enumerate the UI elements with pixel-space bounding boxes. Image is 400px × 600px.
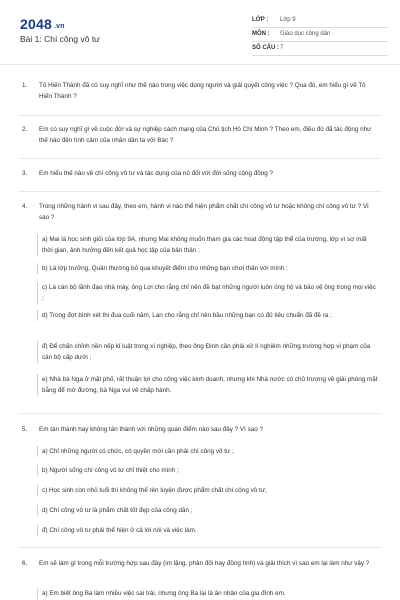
answer-option: c) Học sinh còn nhỏ tuổi thì không thể rèn luyện được phẩm chất chí công vô tư; bbox=[37, 485, 379, 496]
answer-option: a) Chỉ những người có chức, có quyền mới cần phải chí công vô tư ; bbox=[37, 446, 379, 457]
logo-text: 2048 bbox=[20, 16, 52, 32]
question-text: Em có suy nghĩ gì về cuộc đời và sự nghiệp cách mạng của Chủ tịch Hồ Chí Minh ? Theo em, điều đó đã tác động như thế nào đến tình cảm của nhân dân ta với Bác ? bbox=[39, 126, 372, 144]
divider bbox=[18, 115, 382, 116]
answer-option: d) Trong đợt bình xét thi đua cuối năm, Lan cho rằng chỉ nên bầu những bạn có đủ tiêu chuẩn đã đề ra ; bbox=[37, 310, 379, 321]
answer-option: a) Mai là học sinh giỏi của lớp 9A, nhưng Mai không muốn tham gia các hoạt động tập thể của trường, lớp vì sợ mất thời gian, ảnh hưởng đến kết quả học tập của bản thân ; bbox=[37, 234, 379, 256]
lesson-title: Bài 1: Chí công vô tư bbox=[20, 34, 100, 44]
question-number: 5. bbox=[22, 426, 28, 433]
question-number: 4. bbox=[22, 203, 28, 210]
page-header bbox=[0, 0, 400, 65]
divider bbox=[18, 191, 382, 192]
answer-option: c) Là cán bộ lãnh đạo nhà máy, ông Lợi cho rằng chỉ nên đề bạt những người luôn ủng hộ và bảo vệ ông trong mọi việc ; bbox=[37, 282, 379, 304]
divider bbox=[18, 158, 382, 159]
answer-option: đ) Chí công vô tư phải thể hiện ở cả lời nói và việc làm. bbox=[37, 525, 379, 536]
meta-divider bbox=[252, 41, 388, 42]
site-logo[interactable] bbox=[20, 16, 65, 32]
answer-option: d) Chí công vô tư là phẩm chất tốt đẹp của công dân ; bbox=[37, 505, 379, 516]
meta-divider bbox=[252, 55, 388, 56]
meta-divider bbox=[252, 27, 388, 28]
logo-suffix: .vn bbox=[53, 23, 65, 30]
question-number: 3. bbox=[22, 170, 28, 177]
divider bbox=[18, 547, 382, 548]
answer-option: e) Nhà bà Nga ở mặt phố, rất thuận lợi cho công việc kinh doanh, nhưng khi Nhà nước có chủ trương về giải phóng mặt bằng để mở đường, bà Nga vui vẻ chấp hành. bbox=[37, 374, 379, 396]
meta-value: Lớp 9 bbox=[280, 17, 296, 23]
meta-value: 7 bbox=[280, 45, 284, 51]
answer-option: đ) Để chấn chỉnh nền nếp kỉ luật trong xí nghiệp, theo ông Đình cần phải xử lí nghiêm những trường hợp vi phạm của cán bộ cấp dưới ; bbox=[37, 341, 379, 363]
question-number: 1. bbox=[22, 82, 28, 89]
question-number: 2. bbox=[22, 126, 28, 133]
answer-option: b) Người sống chí công vô tư chỉ thiệt cho mình ; bbox=[37, 465, 379, 476]
question-text: Em sẽ làm gì trong mỗi trường hợp sau đây (im lặng, phản đối hay đồng tình) và giải thích vì sao em lại làm như vậy ? bbox=[39, 560, 370, 567]
meta-value: Giáo dục công dân bbox=[280, 31, 331, 37]
answer-option: a) Em biết ông Ba làm nhiều việc sai trái, nhưng ông Ba lại là ân nhân của gia đình em. bbox=[37, 588, 379, 599]
question-number: 6. bbox=[22, 560, 28, 567]
meta-key: MÔN : bbox=[252, 31, 270, 37]
question-text: Tô Hiến Thành đã có suy nghĩ như thế nào trong việc dùng người và giải quyết công việc ? Qua đó, em hiểu gì về Tô Hiến Thành ? bbox=[39, 82, 366, 100]
meta-key: SỐ CÂU : bbox=[252, 45, 279, 51]
answer-option: b) Là lớp trưởng, Quân thường bỏ qua khuyết điểm cho những bạn chơi thân với mình ; bbox=[37, 263, 379, 274]
question-text: Em hiểu thế nào về chí công vô tư và tác dụng của nó đối với đời sống cộng đồng ? bbox=[39, 170, 274, 177]
divider bbox=[18, 413, 382, 414]
meta-key: LỚP : bbox=[252, 17, 269, 23]
question-text: Trong những hành vi sau đây, theo em, hành vi nào thể hiện phẩm chất chí công vô tư hoặc không chí công vô tư ? Vì sao ? bbox=[39, 203, 369, 221]
question-text: Em tán thành hay không tán thành với những quan điểm nào sau đây ? Vì sao ? bbox=[39, 426, 263, 433]
